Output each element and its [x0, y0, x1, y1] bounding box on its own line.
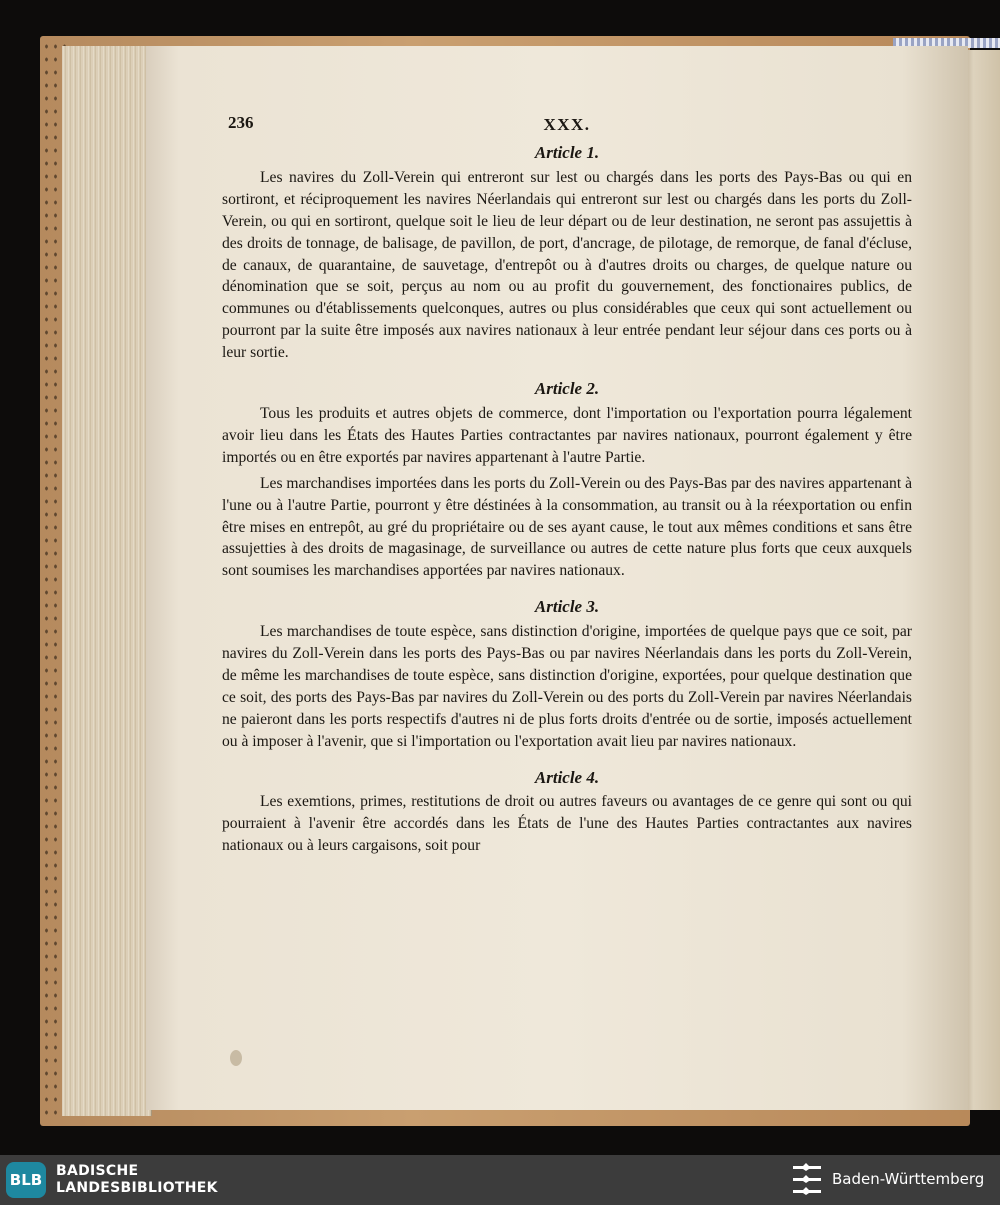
article-3 [222, 596, 912, 752]
page-stain [230, 1050, 242, 1066]
article-1 [222, 142, 912, 364]
blb-logo[interactable]: BLB [6, 1162, 46, 1198]
article-paragraph: Les marchandises de toute espèce, sans distinction d'origine, importées de quelque pays que ce soit, par navires du Zoll-Verein dans les ports des Pays-Bas ou par navires Néerlandais dans les ports du Zoll-Verein, de même les marchandises de toute espèce, sans distinction d'origine, exportées, pour quelque destination que ce soit, des ports des Pays-Bas par navires du Zoll-Verein ou des ports du Zoll-Verein par navires Néerlandais ne paieront dans les ports respectifs d'autres ni de plus forts droits d'entrée ou de sortie, imposés actuellement ou à imposer à l'avenir, que si l'importation ou l'exportation avait lieu par navires nationaux. [222, 623, 912, 750]
library-name[interactable] [56, 1163, 218, 1197]
article-2 [222, 378, 912, 582]
article-heading: Article 3. [534, 597, 600, 617]
article-paragraph: Tous les produits et autres objets de commerce, dont l'importation ou l'exportation pourra légalement avoir lieu dans les États des Hautes Parties contractantes par navires nationaux, pourront également y être importés ou en être exportés par navires appartenant à l'autre Partie. [222, 404, 912, 466]
page-header [222, 112, 912, 140]
state-name[interactable]: Baden-Württemberg [832, 1170, 985, 1188]
library-name-line1: BADISCHE [56, 1163, 139, 1179]
article-heading: Article 2. [534, 379, 600, 399]
lions-emblem-icon [790, 1160, 824, 1200]
library-name-line2: LANDESBIBLIOTHEK [56, 1180, 218, 1196]
article-paragraph: Les exemtions, primes, restitutions de droit ou autres faveurs ou avantages de ce genre qui sont ou qui pourraient à l'avenir être accordés dans les États de l'une des Hautes Parties contractantes aux navires nationaux ou à leurs cargaisons, soit pour [222, 793, 912, 855]
article-heading: Article 4. [534, 767, 600, 787]
page-text [222, 112, 912, 857]
article-4 [222, 767, 912, 858]
section-title: XXX. [543, 115, 591, 134]
footer-bar [0, 1155, 1000, 1205]
article-paragraph: Les marchandises importées dans les ports du Zoll-Verein ou des Pays-Bas par des navires appartenant à l'une ou à l'autre Partie, pourront y être déstinées à la consommation, au transit ou à la réexportation ou enfin être mises en entrepôt, au gré du propriétaire ou de ses ayant cause, le tout aux mêmes conditions et sans être assujetties à des droits de magasinage, de surveillance ou autres de cette nature plus forts que ceux auxquels sont soumises les marchandises apportées par navires nationaux. [222, 474, 912, 580]
article-paragraph: Les navires du Zoll-Verein qui entreront sur lest ou chargés dans les ports des Pays-Bas ou qui en sortiront, et réciproquement les navires Néerlandais qui entreront sur lest ou chargés dans les ports du Zoll-Verein, ou qui en sortiront, quelque soit le lieu de leur départ ou de leur destination, ne seront pas assujettis à des droits de tonnage, de balisage, de pavillon, de port, d'ancrage, de pilotage, de remorque, de fanal d'écluse, de canaux, de quarantaine, de sauvetage, d'entrepôt ou à d'autres droits ou charges, de quelque nature ou dénomination que se soit, perçus au nom ou au profit du gouvernement, des fonctionaires publics, de communes ou d'établissements quelconques, autres ou plus considérables que ceux qui sont actuellement ou pourront par la suite être imposés aux navires nationaux à leur entrée pendant leur séjour dans ces ports ou à leur sortie. [222, 168, 912, 362]
article-heading: Article 1. [534, 143, 600, 162]
page-number: 236 [228, 113, 254, 132]
page-stack-edge [62, 46, 152, 1116]
